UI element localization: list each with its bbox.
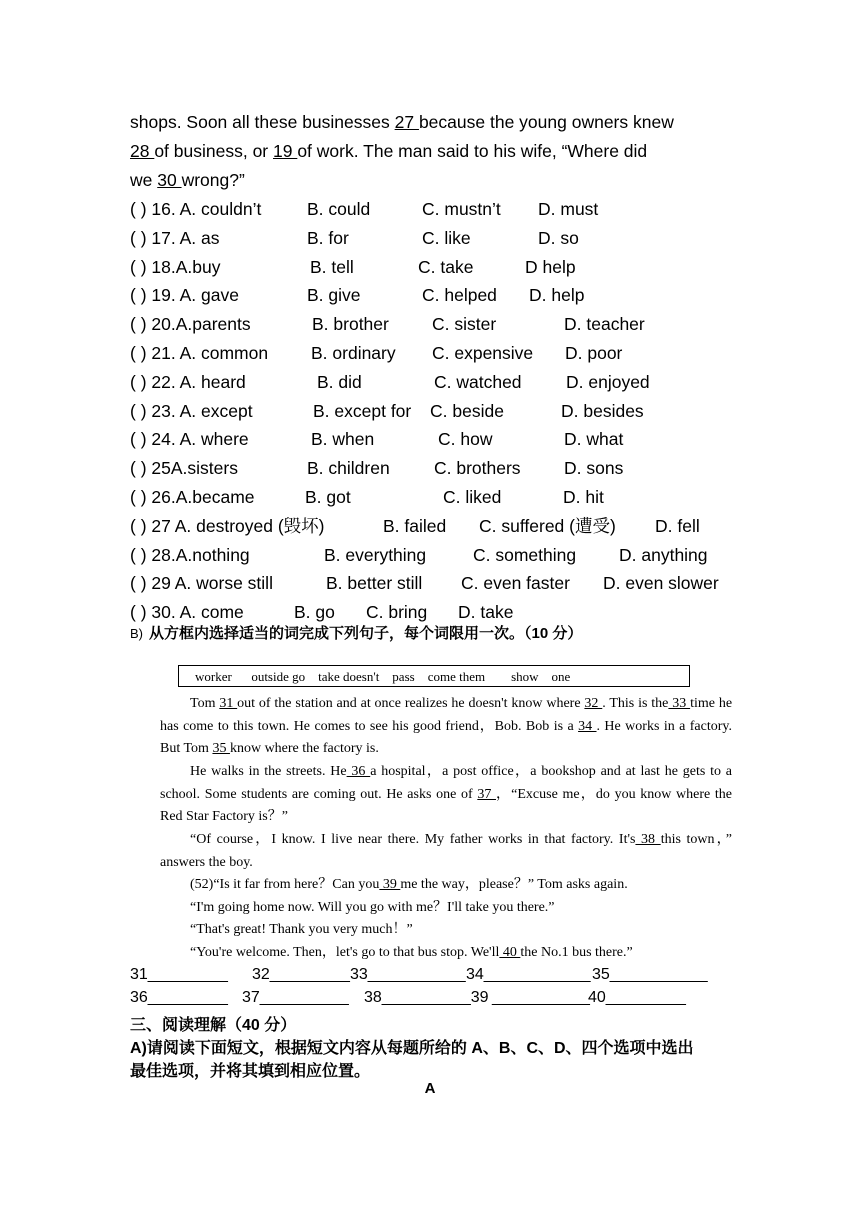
question-row xyxy=(130,281,750,310)
story-paragraph-4: (52)“Is it far from here？Can you 39 me the way，please？” Tom asks again. “I'm going home now. Will you go with me？I'll take you there.” “That's great! Thank you very much！” “You're welcome. Then，let's go to that bus stop. We'll 40 the No.1 bus there.” xyxy=(190,877,633,960)
option-c: C. take xyxy=(418,256,474,277)
question-row xyxy=(130,512,750,541)
option-d: D. take xyxy=(458,602,514,623)
answer-blank-32[interactable]: 32_________ xyxy=(252,966,350,983)
question-stem-option-a: ( ) 21. A. common xyxy=(130,342,269,363)
word-box: worker outside go take doesn't pass come them show one xyxy=(178,665,690,687)
question-stem-option-a: ( ) 23. A. except xyxy=(130,400,253,421)
option-c: C. beside xyxy=(430,400,504,421)
option-d: D. enjoyed xyxy=(566,371,650,392)
story-paragraph-2: He walks in the streets. He 36 a hospital，a post office，a bookshop and at last he gets to a school. Some students are coming out. He asks one of 37 ，“Excuse me，do you know where the Red Star Factory is？” xyxy=(160,764,733,825)
option-c: C. liked xyxy=(443,486,502,507)
option-d: D. hit xyxy=(563,486,604,507)
question-row xyxy=(130,541,750,570)
question-row xyxy=(130,368,750,397)
answer-blank-38[interactable]: 38__________39 xyxy=(364,989,489,1006)
option-b: B. ordinary xyxy=(311,342,396,363)
passage-line-1: shops. Soon all these businesses 27 because the young owners knew xyxy=(130,112,674,132)
section-3-heading: 三、阅读理解（40 分） xyxy=(130,1017,297,1034)
option-b: B. everything xyxy=(324,544,427,565)
section-3-instruction-line-1: A)请阅读下面短文，根据短文内容从每题所给的 A、B、C、D、四个选项中选出 xyxy=(130,1040,694,1057)
option-d: D. help xyxy=(529,285,585,306)
option-b: B. for xyxy=(307,227,349,248)
question-stem-option-a: ( ) 30. A. come xyxy=(130,602,244,623)
question-stem-option-a: ( ) 27 A. destroyed (毁坏) xyxy=(130,515,325,536)
option-d: D. so xyxy=(538,227,579,248)
question-row xyxy=(130,224,750,253)
option-b: B. give xyxy=(307,285,361,306)
option-d: D. teacher xyxy=(564,314,645,335)
option-b: B. when xyxy=(311,429,375,450)
answer-blank-33[interactable]: 33___________ xyxy=(350,966,466,983)
option-b: B. brother xyxy=(312,314,389,335)
question-row xyxy=(130,425,750,454)
option-c: C. something xyxy=(473,544,577,565)
option-b: B. did xyxy=(317,371,362,392)
passage-a-label: A xyxy=(424,1080,436,1097)
question-list xyxy=(130,195,750,627)
answer-blank-40[interactable]: 40_________ xyxy=(588,989,686,1006)
section-3-instruction-line-2: 最佳选项，并将其填到相应位置。 xyxy=(130,1063,371,1080)
question-row xyxy=(130,195,750,224)
option-c: C. helped xyxy=(422,285,497,306)
blank-27: 27 xyxy=(394,112,419,132)
option-b: B. except for xyxy=(313,400,412,421)
answer-blank-37[interactable]: 37__________ xyxy=(242,989,349,1006)
option-b: B. could xyxy=(307,199,371,219)
option-d: D. poor xyxy=(565,342,623,363)
question-stem-option-a: ( ) 19. A. gave xyxy=(130,285,239,306)
section-b-heading: B) 从方框内选择适当的词完成下列句子，每个词限用一次。（10 分） xyxy=(130,625,583,642)
option-d: D. what xyxy=(564,429,624,450)
story-paragraph-3: “Of course，I know. I live near there. My father works in that factory. It's 38 this town，” answers the boy. xyxy=(160,832,733,870)
passage-line-2: 28 of business, or 19 of work. The man said to his wife, “Where did xyxy=(130,141,648,161)
question-row xyxy=(130,253,750,282)
question-row xyxy=(130,339,750,368)
question-stem-option-a: ( ) 17. A. as xyxy=(130,227,220,248)
answer-blank-35[interactable]: 35___________ xyxy=(592,966,708,983)
question-row xyxy=(130,397,750,426)
blank-28: 28 xyxy=(130,141,155,161)
question-row xyxy=(130,454,750,483)
option-c: C. how xyxy=(438,429,493,450)
question-row xyxy=(130,483,750,512)
blank-30: 30 xyxy=(157,170,182,190)
option-c: C. watched xyxy=(434,371,522,392)
question-row xyxy=(130,569,750,598)
question-row xyxy=(130,310,750,339)
question-stem-option-a: ( ) 25A.sisters xyxy=(130,458,238,479)
option-d: D. besides xyxy=(561,400,644,421)
question-stem-option-a: ( ) 16. A. couldn’t xyxy=(130,199,262,219)
option-c: C. like xyxy=(422,227,471,248)
option-b: B. children xyxy=(307,458,390,479)
answer-blank-34[interactable]: 34____________ xyxy=(466,966,591,983)
option-d: D help xyxy=(525,256,576,277)
blank-19: 19 xyxy=(273,141,298,161)
question-stem-option-a: ( ) 29 A. worse still xyxy=(130,573,273,594)
option-c: C. expensive xyxy=(432,342,534,363)
question-stem-option-a: ( ) 20.A.parents xyxy=(130,314,251,335)
question-stem-option-a: ( ) 28.A.nothing xyxy=(130,544,250,565)
question-stem-option-a: ( ) 18.A.buy xyxy=(130,256,221,277)
cloze-passage-end xyxy=(130,108,740,195)
option-c: C. brothers xyxy=(434,458,521,479)
option-b: B. go xyxy=(294,602,335,623)
answer-blank-36[interactable]: 36_________ xyxy=(130,989,228,1006)
option-c: C. suffered (遭受) xyxy=(479,515,616,536)
passage-line-3: we 30 wrong?” xyxy=(130,170,245,190)
question-stem-option-a: ( ) 22. A. heard xyxy=(130,371,246,392)
option-b: B. failed xyxy=(383,515,447,536)
option-d: D. fell xyxy=(655,515,700,536)
answer-blank-39[interactable]: ___________ xyxy=(492,989,590,1006)
option-c: C. mustn’t xyxy=(422,199,501,219)
option-d: D. must xyxy=(538,199,599,219)
answer-blank-31[interactable]: 31_________ xyxy=(130,966,228,983)
option-d: D. anything xyxy=(619,544,708,565)
question-stem-option-a: ( ) 26.A.became xyxy=(130,486,255,507)
option-c: C. even faster xyxy=(461,573,570,594)
option-d: D. sons xyxy=(564,458,624,479)
option-b: B. tell xyxy=(310,256,354,277)
question-stem-option-a: ( ) 24. A. where xyxy=(130,429,249,450)
option-b: B. got xyxy=(305,486,351,507)
option-c: C. sister xyxy=(432,314,497,335)
option-c: C. bring xyxy=(366,602,428,623)
story-paragraph-1: Tom 31 out of the station and at once realizes he doesn't know where 32 . This is the 33 time he has come to this town. He comes to see his good friend，Bob. Bob is a 34 . He works in a factory. But Tom 35 know where the factory is. xyxy=(160,696,733,757)
option-d: D. even slower xyxy=(603,573,719,594)
option-b: B. better still xyxy=(326,573,423,594)
